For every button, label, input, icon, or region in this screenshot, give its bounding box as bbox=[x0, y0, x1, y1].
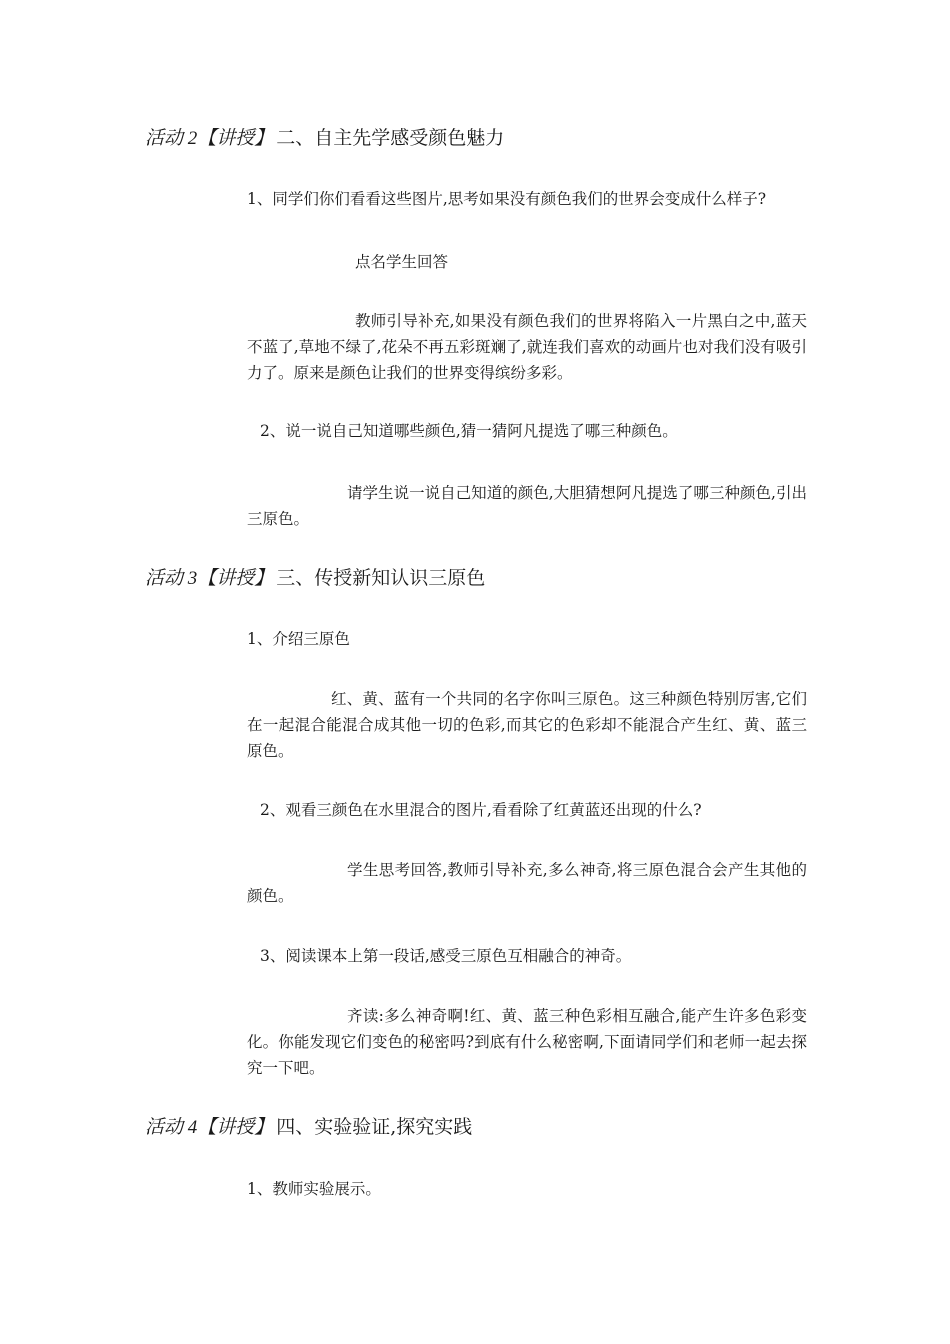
teacher-explanation: 教师引导补充,如果没有颜色我们的世界将陷入一片黑白之中,蓝天不蓝了,草地不绿了,花朵不再五彩斑斓了,就连我们喜欢的动画片也对我们没有吸引力了。原来是颜色让我们的世界变得缤纷多彩。 bbox=[247, 312, 807, 382]
section-heading-activity-2 bbox=[145, 126, 504, 151]
section-heading-activity-4 bbox=[145, 1115, 472, 1140]
activity-title: 四、实验验证,探究实践 bbox=[276, 1116, 473, 1138]
teacher-explanation: 红、黄、蓝有一个共同的名字你叫三原色。这三种颜色特别厉害,它们在一起混合能混合成其他一切的色彩,而其它的色彩却不能混合产生红、黄、蓝三原色。 bbox=[247, 690, 807, 760]
teacher-explanation: 齐读:多么神奇啊!红、黄、蓝三种色彩相互融合,能产生许多色彩变化。你能发现它们变色的秘密吗?到底有什么秘密啊,下面请同学们和老师一起去探究一下吧。 bbox=[247, 1007, 807, 1077]
question-item: 2、说一说自己知道哪些颜色,猜一猜阿凡提选了哪三种颜色。 bbox=[260, 422, 678, 440]
activity-label: 活动 2【讲授】 bbox=[145, 128, 274, 149]
question-item: 3、阅读课本上第一段话,感受三原色互相融合的神奇。 bbox=[260, 947, 632, 965]
activity-label: 活动 3【讲授】 bbox=[145, 568, 274, 589]
activity-label: 活动 4【讲授】 bbox=[145, 1117, 274, 1138]
teacher-explanation: 学生思考回答,教师引导补充,多么神奇,将三原色混合会产生其他的颜色。 bbox=[247, 861, 807, 905]
question-item: 1、教师实验展示。 bbox=[247, 1180, 381, 1198]
teacher-explanation: 请学生说一说自己知道的颜色,大胆猜想阿凡提选了哪三种颜色,引出三原色。 bbox=[247, 484, 807, 528]
activity-title: 三、传授新知认识三原色 bbox=[276, 567, 486, 589]
answer-item: 点名学生回答 bbox=[355, 253, 449, 271]
question-item: 2、观看三颜色在水里混合的图片,看看除了红黄蓝还出现的什么? bbox=[260, 801, 702, 819]
question-item: 1、介绍三原色 bbox=[247, 630, 350, 648]
activity-title: 二、自主先学感受颜色魅力 bbox=[276, 127, 505, 149]
section-heading-activity-3 bbox=[145, 566, 485, 591]
question-item: 1、同学们你们看看这些图片,思考如果没有颜色我们的世界会变成什么样子? bbox=[247, 190, 767, 208]
